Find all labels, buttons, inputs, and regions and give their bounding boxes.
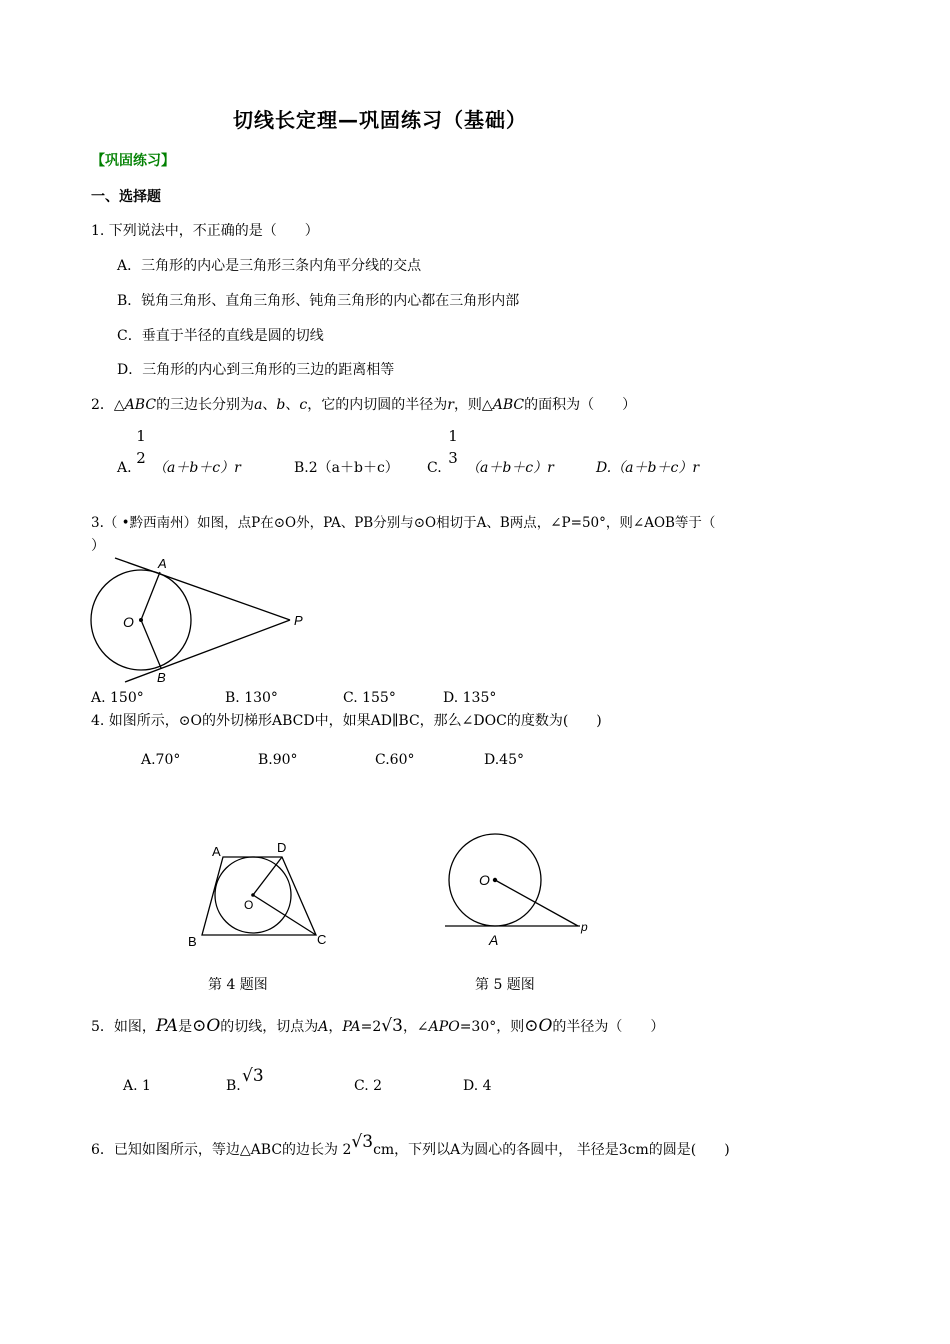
q2-option-a-denominator: 2: [136, 449, 146, 467]
q2-option-a-fraction: [133, 427, 149, 467]
q6-stem: [91, 1132, 730, 1159]
q3-radius-oa: [141, 572, 160, 620]
q2-option-d: D.（a＋b＋c）r: [596, 460, 700, 476]
q4-option-c: C.60°: [375, 752, 415, 768]
q3-label-o: O: [123, 614, 134, 630]
q2-var-a: a: [254, 397, 263, 413]
q3-tangent-pb: [125, 620, 290, 682]
q5-label-a: A: [489, 932, 499, 948]
q4-label-d: D: [277, 840, 287, 855]
q3-label-p: P: [294, 613, 303, 628]
q5-stem-pre: 5．如图，: [91, 1019, 156, 1035]
q5-stem-end: 的半径为（ ）: [552, 1019, 665, 1035]
q5-segment-op: [495, 880, 578, 926]
q4-segment-oc: [253, 895, 316, 935]
q2-stem-pre: 2．△: [91, 397, 125, 413]
q5-option-b-label: B.: [226, 1078, 241, 1094]
q2-stem: [91, 396, 636, 414]
q5-point-a: A: [318, 1019, 329, 1035]
q3-option-c: C. 155°: [343, 690, 396, 706]
q4-option-d: D.45°: [484, 752, 524, 768]
q2-stem-end: 的面积为（ ）: [524, 397, 637, 413]
q5-label-p: p: [581, 920, 588, 934]
q3-label-b: B: [157, 670, 166, 685]
q2-option-c-expr: （a＋b＋c）r: [466, 460, 554, 476]
q3-tangent-pa: [115, 558, 290, 620]
q2-stem-mid1: 的三边长分别为: [156, 397, 255, 413]
q5-stem-mid2: ，∠: [402, 1019, 429, 1035]
q5-eq: =2: [360, 1019, 382, 1035]
q1-stem: 1. 下列说法中，不正确的是（ ）: [91, 223, 319, 239]
page-title: 切线长定理—巩固练习（基础）: [233, 108, 527, 132]
q2-stem-mid3: ，则△: [453, 397, 493, 413]
q4-figure-caption: 第 4 题图: [208, 977, 268, 993]
q5-center-dot: [493, 878, 497, 882]
q5-circle-o-2: ⊙O: [524, 1016, 553, 1036]
section-tag: 【巩固练习】: [91, 153, 175, 169]
q1-option-c: C．垂直于半径的直线是圆的切线: [117, 328, 324, 344]
q1-option-d: D．三角形的内心到三角形的三边的距离相等: [117, 362, 395, 378]
q5-option-a: A. 1: [123, 1078, 151, 1094]
q2-option-a-label: A.: [117, 460, 132, 476]
q5-figure-caption: 第 5 题图: [475, 977, 535, 993]
q3-center-dot: [139, 618, 143, 622]
q3-radius-ob: [141, 620, 161, 668]
q2-option-c-numerator: 1: [448, 427, 458, 445]
q3-stem: 3.（ •黔西南州）如图，点P在⊙O外，PA、PB分别与⊙O相切于A、B两点，∠P=50°，则∠AOB等于（: [91, 515, 716, 531]
q4-label-c: C: [317, 932, 327, 947]
q3-label-a: A: [158, 556, 167, 571]
q4-stem: 4. 如图所示，⊙O的外切梯形ABCD中，如果AD∥BC，那么∠DOC的度数为( ): [91, 713, 602, 729]
q5-pa: PA: [155, 1016, 179, 1036]
q2-option-c-label: C.: [427, 460, 442, 476]
q3-stem-continued: ）: [91, 538, 105, 554]
q5-stem: [91, 1017, 664, 1036]
q6-stem-post: cm，下列以A为圆心的各圆中， 半径是3cm的圆是( ): [373, 1142, 730, 1158]
q6-stem-pre: 6．已知如图所示，等边△ABC的边长为 2: [91, 1142, 352, 1158]
q5-figure: [440, 828, 610, 953]
q4-trapezoid: [202, 857, 316, 935]
q5-stem-is: 是: [178, 1019, 193, 1035]
q3-option-a: A. 150°: [91, 690, 144, 706]
q2-abc: ABC: [124, 397, 157, 413]
q2-stem-mid2: ，它的内切圆的半径为: [307, 397, 448, 413]
q2-abc-2: ABC: [492, 397, 525, 413]
q4-label-b: B: [188, 934, 197, 949]
q3-option-b: B. 130°: [225, 690, 278, 706]
q2-option-a-numerator: 1: [136, 427, 146, 445]
q2-var-r: r: [447, 397, 454, 413]
q4-option-b: B.90°: [258, 752, 298, 768]
q2-var-c: c: [299, 397, 308, 413]
q5-option-c: C. 2: [354, 1078, 383, 1094]
q1-option-b: B．锐角三角形、直角三角形、钝角三角形的内心都在三角形内部: [117, 293, 520, 309]
section-heading: 一、选择题: [91, 189, 161, 205]
q6-sqrt3: √3: [351, 1132, 374, 1152]
q2-sep2: 、: [285, 397, 300, 413]
q2-option-b: B.2（a＋b＋c）: [294, 460, 399, 476]
q4-center-dot: [251, 893, 255, 897]
q5-label-o: O: [479, 872, 490, 888]
q4-label-o: O: [244, 898, 254, 912]
q4-figure: [180, 835, 340, 955]
q1-option-a: A．三角形的内心是三角形三条内角平分线的交点: [117, 258, 422, 274]
q5-sqrt3: √3: [381, 1016, 403, 1036]
q4-segment-od: [253, 857, 282, 895]
q3-option-d: D. 135°: [443, 690, 497, 706]
q2-option-c-denominator: 3: [448, 449, 458, 467]
q5-apo: APO: [428, 1019, 460, 1035]
q5-stem-mid3: =30°，则: [459, 1019, 525, 1035]
q2-option-a-expr: （a＋b＋c）r: [153, 460, 241, 476]
q3-figure: [85, 552, 315, 687]
q2-option-c-fraction: [445, 427, 461, 467]
q5-comma: ，: [328, 1019, 343, 1035]
q4-option-a: A.70°: [141, 752, 181, 768]
q2-var-b: b: [276, 397, 286, 413]
q5-option-b-sqrt: √3: [242, 1066, 264, 1086]
q5-stem-mid1: 的切线，切点为: [220, 1019, 319, 1035]
q5-option-d: D. 4: [463, 1078, 492, 1094]
q4-label-a: A: [212, 844, 221, 859]
q2-sep1: 、: [262, 397, 277, 413]
q5-circle-o: ⊙O: [192, 1016, 221, 1036]
q5-pa2: PA: [342, 1019, 361, 1035]
